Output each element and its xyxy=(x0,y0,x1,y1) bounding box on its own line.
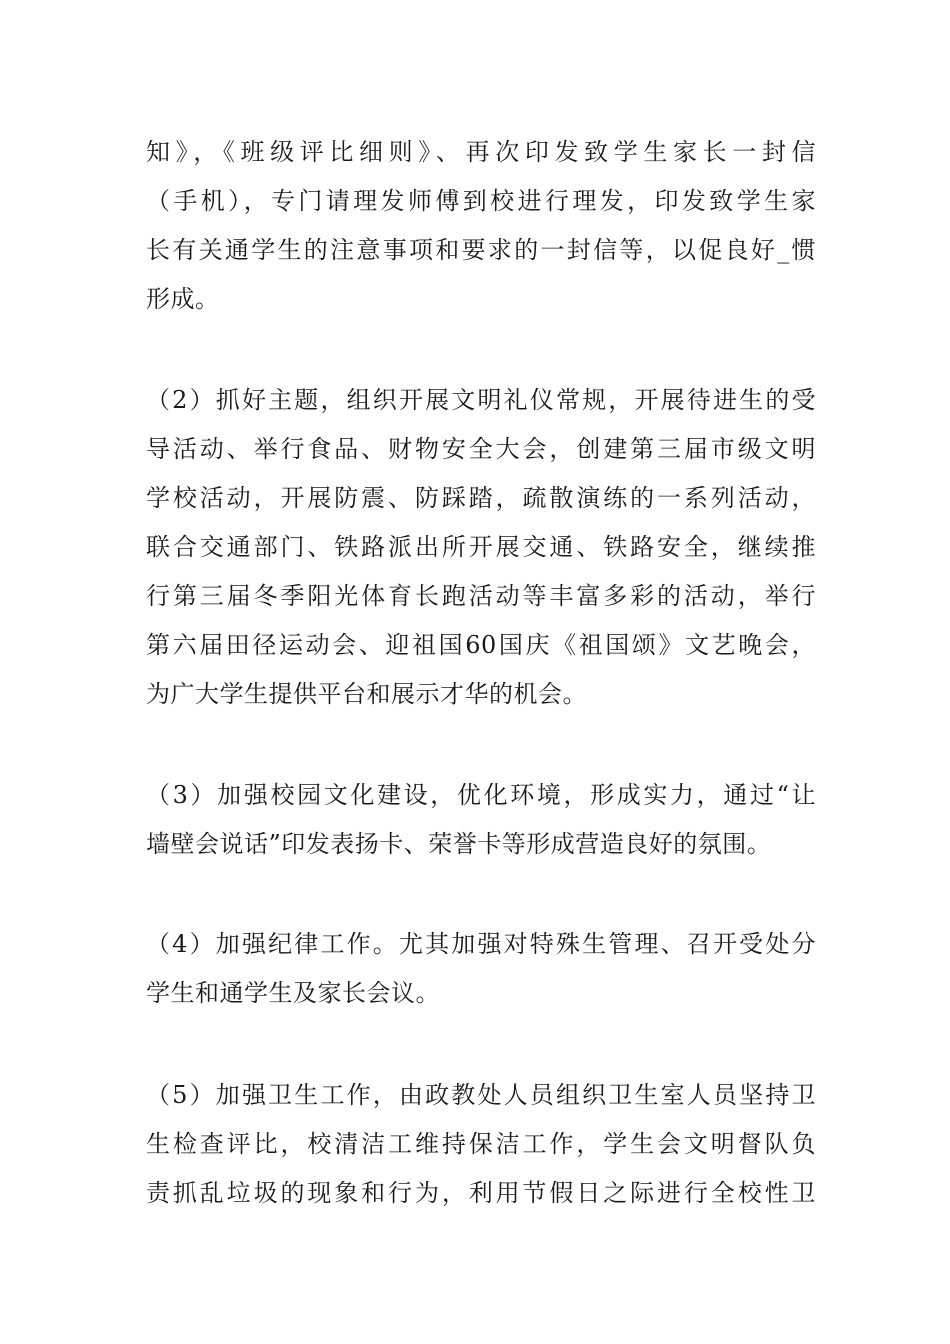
paragraph-line: 导活动、举行食品、财物安全大会，创建第三届市级文明 xyxy=(146,435,816,463)
paragraph-line: 学生和通学生及家长会议。 xyxy=(146,979,440,1007)
paragraph-line: （3）加强校园文化建设，优化环境，形成实力，通过“让 xyxy=(146,781,816,809)
paragraph-line: 墙壁会说话”印发表扬卡、荣誉卡等形成营造良好的氛围。 xyxy=(146,830,772,858)
paragraph-line: 知》，《班级评比细则》、再次印发致学生家长一封信 xyxy=(146,138,816,166)
paragraph-2 xyxy=(146,376,816,719)
paragraph-line: （5）加强卫生工作，由政教处人员组织卫生室人员坚持卫 xyxy=(146,1081,816,1109)
paragraph-line: 形成。 xyxy=(146,285,220,313)
paragraph-1 xyxy=(146,128,816,324)
paragraph-line: （手机），专门请理发师傅到校进行理发，印发致学生家 xyxy=(146,187,816,215)
paragraph-line: 行第三届冬季阳光体育长跑活动等丰富多彩的活动，举行 xyxy=(146,582,816,610)
paragraph-line: （4）加强纪律工作。尤其加强对特殊生管理、召开受处分 xyxy=(146,930,816,958)
paragraph-line: 责抓乱垃圾的现象和行为，利用节假日之际进行全校性卫 xyxy=(146,1179,816,1207)
paragraph-3 xyxy=(146,771,816,869)
paragraph-line: 生检查评比，校清洁工维持保洁工作，学生会文明督队负 xyxy=(146,1130,816,1158)
paragraph-line: 长有关通学生的注意事项和要求的一封信等，以促良好_惯 xyxy=(146,236,816,264)
paragraph-line: 学校活动，开展防震、防踩踏，疏散演练的一系列活动， xyxy=(146,484,816,512)
paragraph-line: 为广大学生提供平台和展示才华的机会。 xyxy=(146,680,587,708)
paragraph-line: （2）抓好主题，组织开展文明礼仪常规，开展待进生的受 xyxy=(146,386,816,414)
paragraph-line: 第六届田径运动会、迎祖国60国庆《祖国颂》文艺晚会， xyxy=(146,631,816,659)
paragraph-line: 联合交通部门、铁路派出所开展交通、铁路安全，继续推 xyxy=(146,533,816,561)
paragraph-4 xyxy=(146,920,816,1018)
paragraph-5 xyxy=(146,1071,816,1218)
